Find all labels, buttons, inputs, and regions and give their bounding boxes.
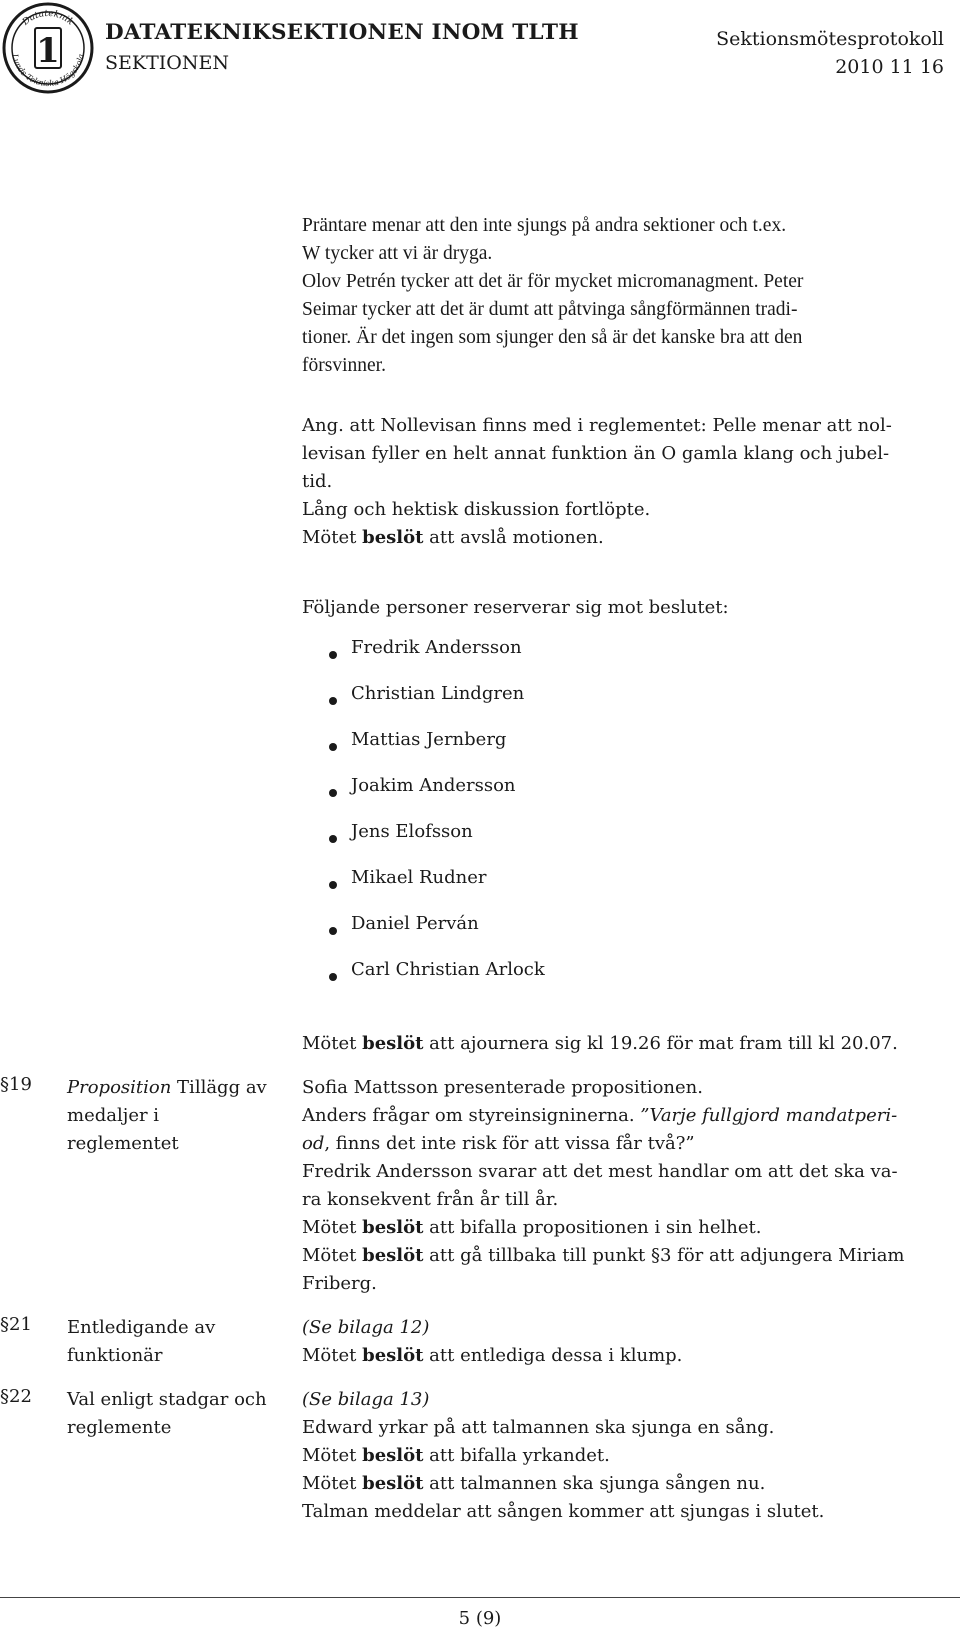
paragraph-line: tid. bbox=[302, 471, 333, 492]
document-date: 2010 11 16 bbox=[835, 56, 944, 78]
paragraph-line: Sofia Mattsson presenterade propositionen. bbox=[302, 1077, 703, 1098]
paragraph-line: Anders frågar om styreinsigninerna. ”Varje fullgjord mandatperi- bbox=[302, 1105, 898, 1126]
decision-line: Mötet beslöt att talmannen ska sjunga sången nu. bbox=[302, 1473, 766, 1494]
list-item: Daniel Perván bbox=[351, 913, 479, 934]
adjourn-decision: Mötet beslöt att ajournera sig kl 19.26 för mat fram till kl 20.07. bbox=[302, 1033, 898, 1054]
bullet-icon bbox=[329, 789, 337, 797]
svg-text:Datateknik: Datateknik bbox=[20, 8, 76, 28]
list-item: Joakim Andersson bbox=[351, 775, 516, 796]
organization-title: DATATEKNIKSEKTIONEN INOM TLTH bbox=[105, 20, 579, 45]
footer-divider bbox=[0, 1597, 960, 1598]
page-number: 5 (9) bbox=[458, 1608, 502, 1629]
paragraph-line: Edward yrkar på att talmannen ska sjunga en sång. bbox=[302, 1417, 775, 1438]
paragraph-line: Seimar tycker att det är dumt att påtvinga sångförmännen tradi- bbox=[302, 299, 798, 320]
svg-text:1: 1 bbox=[36, 31, 60, 71]
organization-subtitle: SEKTIONEN bbox=[105, 52, 229, 74]
decision-line: Mötet beslöt att avslå motionen. bbox=[302, 527, 604, 548]
list-item: Mattias Jernberg bbox=[351, 729, 507, 750]
paragraph-line: tioner. Är det ingen som sjunger den så är det kanske bra att den bbox=[302, 327, 803, 348]
list-item: Fredrik Andersson bbox=[351, 637, 522, 658]
svg-text:Lunds Tekniska Högskola: Lunds Tekniska Högskola bbox=[10, 53, 86, 89]
paragraph-line: W tycker att vi är dryga. bbox=[302, 243, 493, 264]
list-item: Jens Elofsson bbox=[351, 821, 473, 842]
bullet-icon bbox=[329, 835, 337, 843]
attachment-reference: (Se bilaga 12) bbox=[302, 1317, 430, 1338]
section-number: §22 bbox=[0, 1386, 32, 1407]
attachment-reference: (Se bilaga 13) bbox=[302, 1389, 430, 1410]
paragraph-line: levisan fyller en helt annat funktion än O gamla klang och jubel- bbox=[302, 443, 890, 464]
decision-line: Mötet beslöt att gå tillbaka till punkt §3 för att adjungera Miriam bbox=[302, 1245, 905, 1266]
paragraph-line: Lång och hektisk diskussion fortlöpte. bbox=[302, 499, 651, 520]
bullet-icon bbox=[329, 881, 337, 889]
section-number: §21 bbox=[0, 1314, 32, 1335]
bullet-icon bbox=[329, 973, 337, 981]
decision-line: Mötet beslöt att entlediga dessa i klump. bbox=[302, 1345, 683, 1366]
bullet-icon bbox=[329, 743, 337, 751]
section-number: §19 bbox=[0, 1074, 32, 1095]
section-title: Proposition Tillägg av medaljer i reglementet bbox=[67, 1077, 267, 1154]
section-title: Val enligt stadgar och reglemente bbox=[67, 1389, 267, 1438]
decision-line: Mötet beslöt att bifalla yrkandet. bbox=[302, 1445, 610, 1466]
reservation-intro: Följande personer reserverar sig mot beslutet: bbox=[302, 597, 729, 618]
organization-seal bbox=[2, 0, 94, 98]
paragraph-line: Präntare menar att den inte sjungs på andra sektioner och t.ex. bbox=[302, 215, 787, 236]
paragraph-line: Friberg. bbox=[302, 1273, 377, 1294]
bullet-icon bbox=[329, 697, 337, 705]
bullet-icon bbox=[329, 927, 337, 935]
bullet-icon bbox=[329, 651, 337, 659]
list-item: Mikael Rudner bbox=[351, 867, 487, 888]
paragraph-line: od, finns det inte risk för att vissa får två?” bbox=[302, 1133, 695, 1154]
paragraph-line: Ang. att Nollevisan finns med i reglementet: Pelle menar att nol- bbox=[302, 415, 892, 436]
section-title: Entledigande av funktionär bbox=[67, 1317, 216, 1366]
document-type: Sektionsmötesprotokoll bbox=[716, 28, 944, 50]
list-item: Christian Lindgren bbox=[351, 683, 525, 704]
paragraph-line: försvinner. bbox=[302, 355, 386, 376]
decision-line: Mötet beslöt att bifalla propositionen i sin helhet. bbox=[302, 1217, 762, 1238]
paragraph-line: Talman meddelar att sången kommer att sjungas i slutet. bbox=[302, 1501, 825, 1522]
list-item: Carl Christian Arlock bbox=[351, 959, 545, 980]
paragraph-line: Fredrik Andersson svarar att det mest handlar om att det ska va- bbox=[302, 1161, 898, 1182]
paragraph-line: ra konsekvent från år till år. bbox=[302, 1189, 559, 1210]
paragraph-line: Olov Petrén tycker att det är för mycket micromanagment. Peter bbox=[302, 271, 804, 292]
